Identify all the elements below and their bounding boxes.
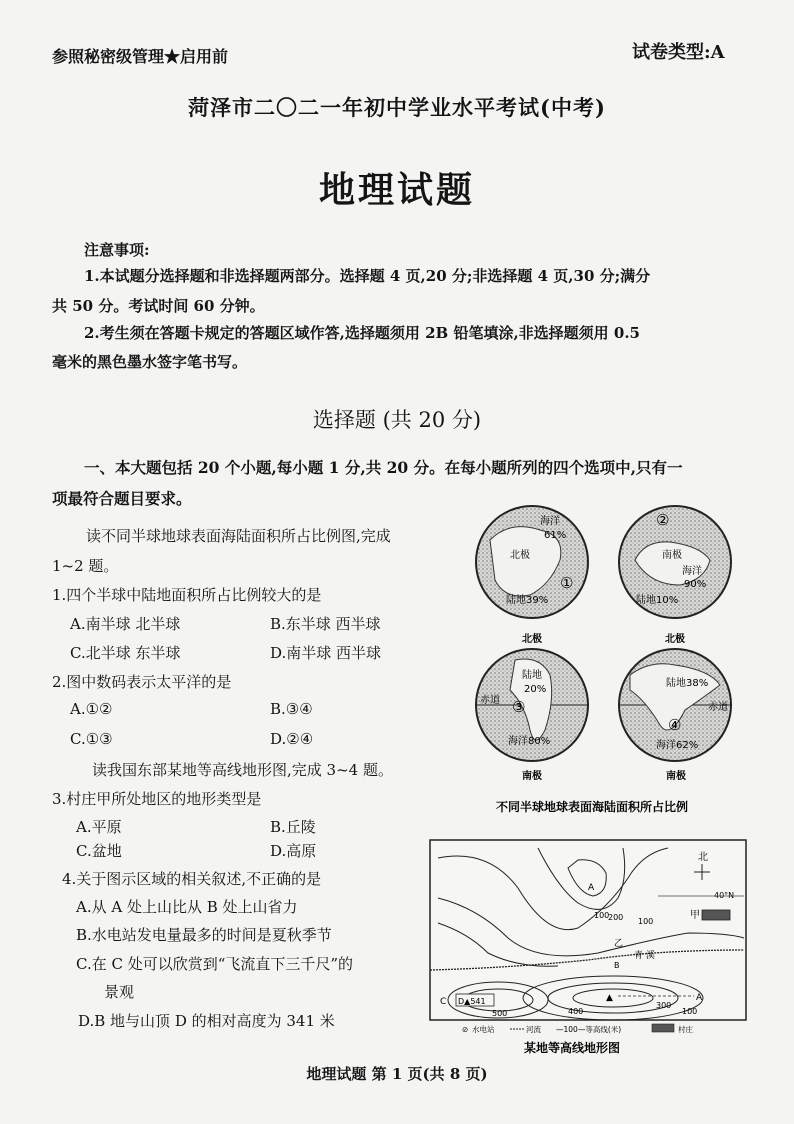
q1-option-a: A.南半球 北半球 (70, 615, 181, 633)
g3-south-pole: 南极 (522, 771, 542, 782)
g4-land: 陆地38% (666, 678, 709, 689)
subject-title: 地理试题 (318, 169, 475, 211)
notice-heading: 注意事项: (84, 241, 150, 259)
point-c: C (440, 997, 447, 1007)
g3-land-pct: 20% (524, 684, 547, 695)
q4-option-a: A.从 A 处上山比从 B 处上山省力 (76, 898, 298, 916)
g4-equator: 赤道 (708, 702, 728, 713)
river-name: 青 溪 (634, 951, 655, 961)
q2-option-c: C.①③ (70, 730, 113, 748)
legend-river: 河流 (526, 1025, 541, 1034)
legend-hydro: 水电站 (472, 1025, 495, 1034)
point-a-top: A (588, 883, 595, 893)
confidential-label: 参照秘密级管理★启用前 (52, 47, 229, 66)
q4-option-c-cont: 景观 (104, 983, 135, 1001)
g4-south-pole: 南极 (666, 771, 686, 782)
g2-ocean: 海洋 (682, 566, 702, 577)
notice-item-1: 1.本试题分选择题和非选择题两部分。选择题 4 页,20 分;非选择题 4 页,30 分;满分 (84, 267, 651, 285)
globe-1 (476, 506, 588, 618)
notice-item-2: 2.考生须在答题卡规定的答题区域作答,选择题须用 2B 铅笔填涂,非选择题须用 0.5 (84, 324, 640, 342)
q1-option-c: C.北半球 东半球 (70, 644, 181, 662)
contour-map-caption: 某地等高线地形图 (524, 1041, 621, 1055)
q4-option-b: B.水电站发电量最多的时间是夏秋季节 (76, 926, 332, 944)
contour-100-c: 100 (682, 1007, 698, 1016)
contour-100-a: 100 (594, 911, 610, 920)
q2-stem: 2.图中数码表示太平洋的是 (52, 673, 232, 691)
section-title: 选择题 (共 20 分) (312, 408, 482, 432)
village-jia-marker (702, 910, 730, 920)
g3-ocean: 海洋80% (508, 736, 551, 747)
part-intro: 一、本大题包括 20 个小题,每小题 1 分,共 20 分。在每小题所列的四个选项中,只有一 (84, 458, 683, 477)
notice-item-2-cont: 毫米的黑色墨水签字笔书写。 (52, 353, 248, 371)
read-instruction-1-cont: 1~2 题。 (52, 557, 119, 575)
g1-pole: 北极 (510, 550, 530, 561)
q3-option-a: A.平原 (76, 818, 122, 836)
contour-map-figure (428, 838, 748, 1060)
g1-ocean: 海洋 (540, 516, 560, 527)
north-label: 北 (698, 852, 708, 863)
g3-number: ③ (512, 698, 526, 716)
g2-number: ② (656, 511, 670, 529)
exam-title: 菏泽市二〇二一年初中学业水平考试(中考) (188, 95, 606, 120)
q3-option-d: D.高原 (270, 842, 317, 860)
q1-option-b: B.东半球 西半球 (270, 615, 381, 633)
point-b: B (614, 961, 620, 970)
contour-100-b: 100 (638, 917, 654, 926)
village-jia-label: 甲 (690, 910, 700, 921)
q2-option-a: A.①② (70, 700, 113, 718)
summit-marker: ▲ (606, 993, 613, 1003)
q1-option-d: D.南半球 西半球 (270, 644, 382, 662)
q3-option-b: B.丘陵 (270, 818, 316, 836)
globe-4 (619, 632, 731, 782)
q4-option-d: D.B 地与山顶 D 的相对高度为 341 米 (78, 1012, 335, 1030)
read-instruction-2: 读我国东部某地等高线地形图,完成 3~4 题。 (92, 761, 393, 779)
peak-d: D▲541 (458, 997, 486, 1006)
part-intro-cont: 项最符合题目要求。 (52, 489, 192, 508)
page-footer: 地理试题 第 1 页(共 8 页) (306, 1065, 488, 1083)
legend-contour: —100—等高线(米) (556, 1025, 622, 1034)
notice-item-1-cont: 共 50 分。考试时间 60 分钟。 (52, 297, 265, 315)
g2-land: 陆地10% (636, 595, 679, 606)
g3-north-pole: 北极 (522, 634, 542, 645)
q3-option-c: C.盆地 (76, 842, 122, 860)
g1-number: ① (560, 574, 574, 592)
q4-stem: 4.关于图示区域的相关叙述,不正确的是 (62, 870, 322, 888)
g2-pole: 南极 (662, 550, 682, 561)
g1-ocean-pct: 61% (544, 530, 567, 541)
point-a-right: A (696, 993, 703, 1003)
read-instruction-1: 读不同半球地球表面海陆面积所占比例图,完成 (86, 527, 391, 545)
g4-north-pole: 北极 (665, 634, 685, 645)
legend-hydro-icon: ⊘ (462, 1025, 469, 1034)
q3-stem: 3.村庄甲所处地区的地形类型是 (52, 790, 262, 808)
hemisphere-globes-figure (470, 500, 750, 820)
latitude-label: 40°N (714, 891, 735, 900)
g1-land: 陆地39% (506, 595, 549, 606)
g3-equator: 赤道 (480, 695, 500, 706)
g4-number: ④ (668, 716, 682, 734)
globe-figure-caption: 不同半球地球表面海陆面积所占比例 (496, 800, 689, 814)
globe-3 (476, 632, 588, 782)
q2-option-d: D.②④ (270, 730, 314, 748)
contour-400: 400 (568, 1007, 584, 1016)
g4-ocean: 海洋62% (656, 740, 699, 751)
paper-type: 试卷类型:A (632, 42, 725, 63)
point-yi: 乙 (614, 939, 624, 949)
q1-stem: 1.四个半球中陆地面积所占比例较大的是 (52, 586, 322, 604)
legend-village: 村庄 (678, 1025, 693, 1034)
g3-land: 陆地 (522, 670, 542, 681)
g2-ocean-pct: 90% (684, 579, 707, 590)
contour-500: 500 (492, 1009, 508, 1018)
globe-2 (619, 506, 731, 618)
contour-200: 200 (608, 913, 624, 922)
q2-option-b: B.③④ (270, 700, 313, 718)
contour-300: 300 (656, 1001, 672, 1010)
q4-option-c: C.在 C 处可以欣赏到“飞流直下三千尺”的 (76, 955, 354, 973)
